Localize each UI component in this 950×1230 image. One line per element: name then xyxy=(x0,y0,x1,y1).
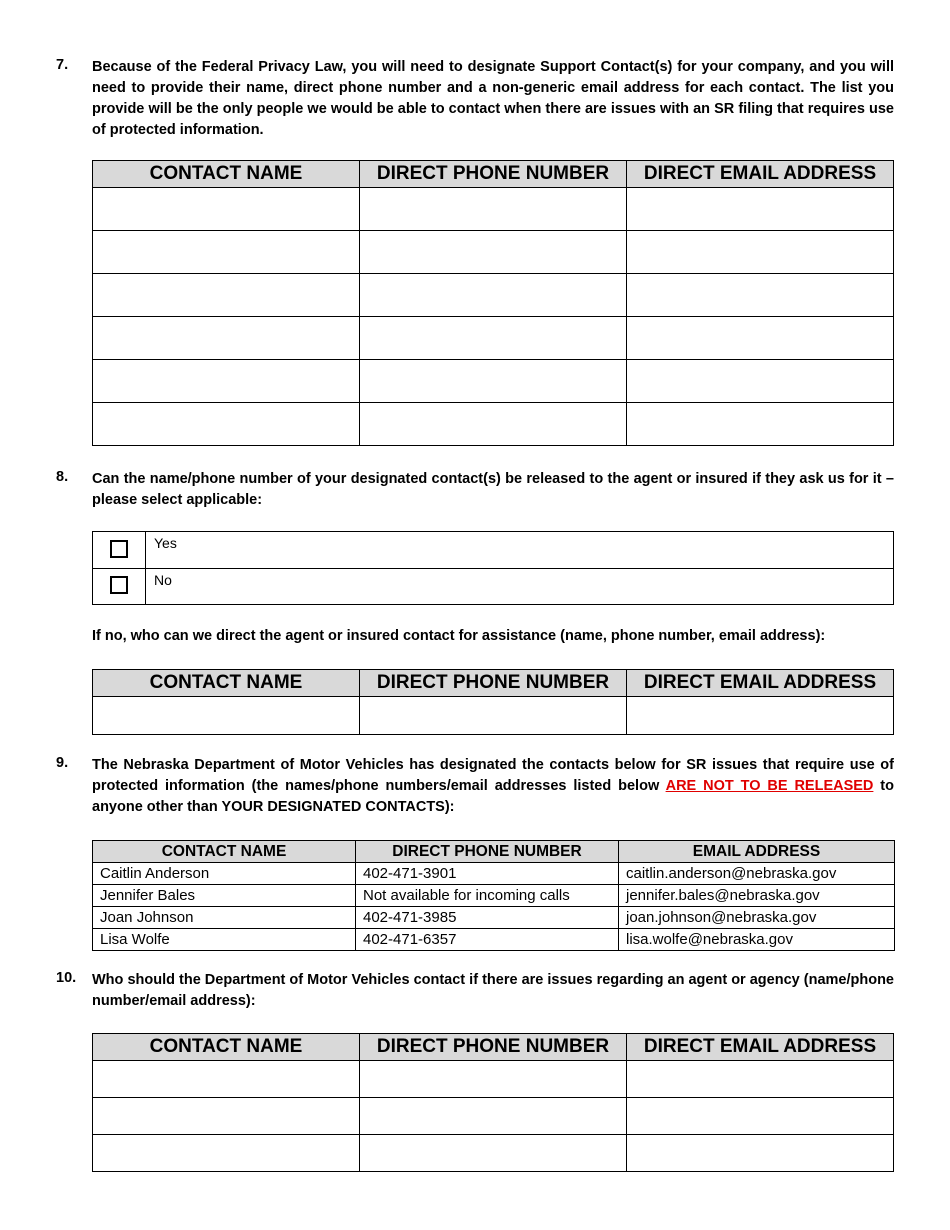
email-field[interactable] xyxy=(627,1135,894,1172)
table-row xyxy=(93,697,894,735)
yes-label: Yes xyxy=(146,532,894,569)
phone-field[interactable] xyxy=(360,1061,627,1098)
phone-field[interactable] xyxy=(360,1135,627,1172)
phone-field[interactable] xyxy=(360,317,627,360)
no-checkbox[interactable] xyxy=(110,576,128,594)
contact-phone: 402-471-3985 xyxy=(356,907,619,929)
table-row xyxy=(93,403,894,446)
contact-name: Lisa Wolfe xyxy=(93,929,356,951)
email-field[interactable] xyxy=(627,403,894,446)
phone-field[interactable] xyxy=(360,188,627,231)
phone-field[interactable] xyxy=(360,697,627,735)
dmv-contacts-table xyxy=(92,840,895,951)
table-row xyxy=(93,274,894,317)
question-text: Who should the Department of Motor Vehicles contact if there are issues regarding an agent or agency (name/phone number/email address): xyxy=(92,972,894,1009)
phone-field[interactable] xyxy=(360,1098,627,1135)
yes-checkbox[interactable] xyxy=(110,540,128,558)
yes-checkbox-cell xyxy=(93,532,146,569)
contact-name-field[interactable] xyxy=(93,1098,360,1135)
question-text: Because of the Federal Privacy Law, you will need to designate Support Contact(s) for your company, and you will need to provide their name, direct phone number and a non-generic email address for each contact. The list you provide will be the only people we would be able to contact when there are issues with an SR filing that requires use of protected information. xyxy=(92,59,894,138)
column-header-contact-name: CONTACT NAME xyxy=(93,670,360,697)
phone-field[interactable] xyxy=(360,360,627,403)
contact-phone: 402-471-6357 xyxy=(356,929,619,951)
contact-phone: Not available for incoming calls xyxy=(356,885,619,907)
contact-name-field[interactable] xyxy=(93,697,360,735)
email-field[interactable] xyxy=(627,274,894,317)
table-row xyxy=(93,231,894,274)
table-row xyxy=(93,188,894,231)
no-label: No xyxy=(146,569,894,605)
no-checkbox-cell xyxy=(93,569,146,605)
question-number: 8. xyxy=(56,469,69,485)
table-row xyxy=(93,1061,894,1098)
contact-name-field[interactable] xyxy=(93,360,360,403)
email-field[interactable] xyxy=(627,697,894,735)
contact-email: joan.johnson@nebraska.gov xyxy=(619,907,895,929)
question-number: 9. xyxy=(56,755,69,771)
table-row xyxy=(93,1135,894,1172)
table-row xyxy=(93,885,895,907)
question-8 xyxy=(56,469,894,511)
phone-field[interactable] xyxy=(360,274,627,317)
column-header-direct-email: DIRECT EMAIL ADDRESS xyxy=(627,670,894,697)
contact-email: lisa.wolfe@nebraska.gov xyxy=(619,929,895,951)
email-field[interactable] xyxy=(627,317,894,360)
table-row xyxy=(93,863,895,885)
column-header-contact-name: CONTACT NAME xyxy=(93,1034,360,1061)
contact-name-field[interactable] xyxy=(93,1061,360,1098)
contact-phone: 402-471-3901 xyxy=(356,863,619,885)
alternate-contact-table xyxy=(92,669,894,735)
contact-name-field[interactable] xyxy=(93,317,360,360)
email-field[interactable] xyxy=(627,188,894,231)
table-row xyxy=(93,907,895,929)
column-header-contact-name: CONTACT NAME xyxy=(93,161,360,188)
column-header-direct-phone: DIRECT PHONE NUMBER xyxy=(360,1034,627,1061)
not-released-warning: ARE NOT TO BE RELEASED xyxy=(665,778,874,794)
column-header-direct-email: DIRECT EMAIL ADDRESS xyxy=(627,1034,894,1061)
column-header-contact-name: CONTACT NAME xyxy=(93,841,356,863)
option-row-no xyxy=(93,569,894,605)
column-header-direct-email: DIRECT EMAIL ADDRESS xyxy=(627,161,894,188)
contact-name: Jennifer Bales xyxy=(93,885,356,907)
contact-email: caitlin.anderson@nebraska.gov xyxy=(619,863,895,885)
question-number: 10. xyxy=(56,970,77,986)
column-header-direct-phone: DIRECT PHONE NUMBER xyxy=(360,161,627,188)
contact-name-field[interactable] xyxy=(93,188,360,231)
question-number: 7. xyxy=(56,57,69,73)
contact-name: Caitlin Anderson xyxy=(93,863,356,885)
column-header-direct-phone: DIRECT PHONE NUMBER xyxy=(356,841,619,863)
column-header-direct-phone: DIRECT PHONE NUMBER xyxy=(360,670,627,697)
contact-name: Joan Johnson xyxy=(93,907,356,929)
email-field[interactable] xyxy=(627,1061,894,1098)
contact-name-field[interactable] xyxy=(93,403,360,446)
column-header-email: EMAIL ADDRESS xyxy=(619,841,895,863)
table-row xyxy=(93,929,895,951)
question-text-part: The Nebraska Department of Motor Vehicles has designated the contacts below for SR issues that require use of protected information (the names/phone numbers/email addresses listed below xyxy=(92,757,894,794)
support-contacts-table xyxy=(92,160,894,446)
question-text xyxy=(92,755,894,818)
agency-contacts-table xyxy=(92,1033,894,1172)
phone-field[interactable] xyxy=(360,231,627,274)
email-field[interactable] xyxy=(627,231,894,274)
contact-name-field[interactable] xyxy=(93,274,360,317)
email-field[interactable] xyxy=(627,360,894,403)
table-row xyxy=(93,1098,894,1135)
table-row xyxy=(93,317,894,360)
question-text-part: to anyone other than YOUR DESIGNATED CONTACTS): xyxy=(92,778,894,815)
question-10 xyxy=(56,970,894,1012)
release-options-table xyxy=(92,531,894,605)
question-9 xyxy=(56,755,894,818)
option-row-yes xyxy=(93,532,894,569)
contact-name-field[interactable] xyxy=(93,231,360,274)
phone-field[interactable] xyxy=(360,403,627,446)
contact-name-field[interactable] xyxy=(93,1135,360,1172)
contact-email: jennifer.bales@nebraska.gov xyxy=(619,885,895,907)
table-row xyxy=(93,360,894,403)
question-7 xyxy=(56,57,894,141)
followup-instruction: If no, who can we direct the agent or insured contact for assistance (name, phone number, email address): xyxy=(92,628,826,644)
question-text: Can the name/phone number of your designated contact(s) be released to the agent or insured if they ask us for it – please select applicable: xyxy=(92,471,894,508)
email-field[interactable] xyxy=(627,1098,894,1135)
